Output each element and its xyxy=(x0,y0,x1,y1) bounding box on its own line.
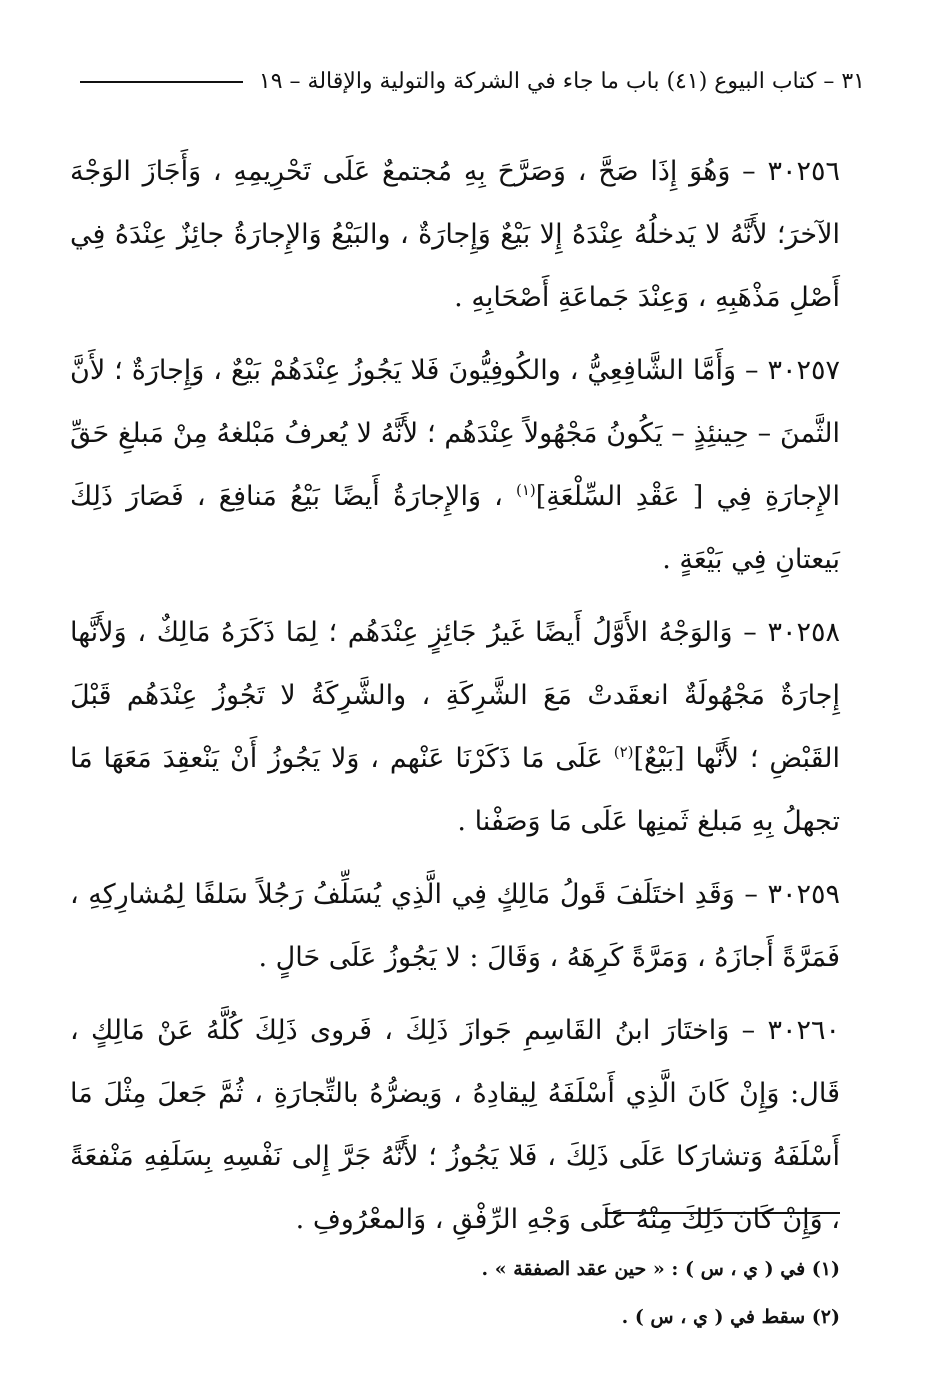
paragraph-30256: ٣٠٢٥٦ – وَهُوَ إِذَا صَحَّ ، وَصَرَّحَ بِهِ مُجتمعٌ عَلَى تَحْرِيمِهِ ، وَأَجَازَ الوَجْهَ الآخرَ؛ لأَنَّهُ لا يَدخلُهُ عِنْدَهُ إِلا بَيْعٌ وَإِجارَةٌ ، والبَيْعُ وَالإِجارَةُ جائِزٌ عِنْدَهُ فِي أَصْلِ مَذْهَبِهِ ، وَعِنْدَ جَماعَةِ أَصْحَابِهِ . xyxy=(70,156,840,313)
footnote-divider xyxy=(605,1212,840,1214)
paragraph-30257: ٣٠٢٥٧ – وَأَمَّا الشَّافِعِيُّ ، والكُوفِيُّونَ فَلا يَجُوزُ عِنْدَهُمْ بَيْعٌ ، وَإِجارَةٌ ؛ لأَنَّ الثَّمنَ – حِينئِذٍ – يَكُونُ مَجْهُولاً عِنْدَهُم ؛ لأَنَّهُ لا يُعرفُ مَبْلغهُ مِنْ مَبلغِ حَقِّ الإِجارَةِ فِي [ عَقْدِ السِّلْعَةِ]$^{(١)}$ ، وَالإِجارَةُ أَيضًا بَيْعُ مَنافِعَ ، فَصَارَ ذَلِكَ بَيعتانِ فِي بَيْعَةٍ . xyxy=(70,355,840,575)
paragraph-30260: ٣٠٢٦٠ – وَاختَارَ ابنُ القَاسِمِ جَوازَ ذَلِكَ ، فَروى ذَلِكَ كُلَّهُ عَنْ مَالِكٍ ، قَال: وَإِنْ كَانَ الَّذِي أَسْلَفَهُ لِيقادِهُ ، وَيضرُّهُ بالتِّجارَةِ ، ثُمَّ جَعلَ مِثْلَ مَا أَسْلَفَهُ وَتشارَكا عَلَى ذَلِكَ ، فَلا يَجُوزُ ؛ لأَنَّهُ جَرَّ إِلى نَفْسِهِ بِسَلَفِهِ مَنْفعَةً ، وَإِنْ كَانَ ذَلِكَ مِنْهُ عَلَى وَجْهِ الرِّفْقِ ، وَالمعْرُوفِ . xyxy=(70,1015,840,1235)
paragraph-text: وَقَدِ اختَلَفَ قَولُ مَالِكٍ فِي الَّذِي يُسَلِّفُ رَجُلاً سَلفًا لِمُشارِكِهِ ، فَمَرَّةً أَجازَهُ ، وَمَرَّةً كَرِهَهُ ، وَقَالَ : لا يَجُوزُ عَلَى حَالٍ . xyxy=(70,879,840,973)
paragraph-text-after: عَلَى مَا ذَكَرْنَا عَنْهم ، وَلا يَجُوزُ أَنْ يَنْعقِدَ مَعَهَا مَا تجهلُ بِهِ مَبلغ ثَمنِها عَلَى مَا وَصَفْنا . xyxy=(70,743,840,837)
paragraph-number: ٣٠٢٥٨ xyxy=(767,617,840,648)
paragraph-30258: ٣٠٢٥٨ – وَالوَجْهُ الأَوَّلُ أَيضًا غَيرُ جَائِزٍ عِنْدَهُم ؛ لِمَا ذَكَرَهُ مَالِكٌ ، وَلأَنَّها إِجارَةٌ مَجْهُولَةٌ انعقَدتْ مَعَ الشَّرِكَةِ ، والشَّرِكَةُ لا تَجُوزُ عِنْدَهُم قَبْلَ القَبْضِ ؛ لأَنَّها [بَيْعٌ]$^{(٢)}$ عَلَى مَا ذَكَرْنَا عَنْهم ، وَلا يَجُوزُ أَنْ يَنْعقِدَ مَعَهَا مَا تجهلُ بِهِ مَبلغ ثَمنِها عَلَى مَا وَصَفْنا . xyxy=(70,617,840,837)
header-rule xyxy=(80,81,243,83)
footnote-1: (١) في ( ي ، س ) : « حين عقد الصفقة » . xyxy=(481,1258,840,1280)
footnote-2: (٢) سقط في ( ي ، س ) . xyxy=(621,1306,840,1328)
paragraph-number: ٣٠٢٥٧ xyxy=(767,355,840,386)
paragraph-text: وَاختَارَ ابنُ القَاسِمِ جَوازَ ذَلِكَ ، فَروى ذَلِكَ كُلَّهُ عَنْ مَالِكٍ ، قَال: وَإِنْ كَانَ الَّذِي أَسْلَفَهُ لِيقادِهُ ، وَيضرُّهُ بالتِّجارَةِ ، ثُمَّ جَعلَ مِثْلَ مَا أَسْلَفَهُ وَتشارَكا عَلَى ذَلِكَ ، فَلا يَجُوزُ ؛ لأَنَّهُ جَرَّ إِلى نَفْسِهِ بِسَلَفِهِ مَنْفعَةً ، وَإِنْ كَانَ ذَلِكَ مِنْهُ عَلَى وَجْهِ الرِّفْقِ ، وَالمعْرُوفِ . xyxy=(70,1015,840,1235)
paragraph-number: ٣٠٢٥٩ xyxy=(767,879,841,910)
paragraph-text-after: ، وَالإِجارَةُ أَيضًا بَيْعُ مَنافِعَ ، فَصَارَ ذَلِكَ بَيعتانِ فِي بَيْعَةٍ . xyxy=(70,481,840,575)
paragraph-30259: ٣٠٢٥٩ – وَقَدِ اختَلَفَ قَولُ مَالِكٍ فِي الَّذِي يُسَلِّفُ رَجُلاً سَلفًا لِمُشارِكِهِ ، فَمَرَّةً أَجازَهُ ، وَمَرَّةً كَرِهَهُ ، وَقَالَ : لا يَجُوزُ عَلَى حَالٍ . xyxy=(70,879,841,973)
header-title: ٣١ – كتاب البيوع (٤١) باب ما جاء في الشركة والتولية والإقالة – ١٩ xyxy=(258,69,865,94)
footnotes xyxy=(70,1245,840,1341)
paragraph-number: ٣٠٢٦٠ xyxy=(767,1015,840,1046)
footnote-ref-2: (٢) xyxy=(613,743,634,761)
paragraph-text-before: وَالوَجْهُ الأَوَّلُ أَيضًا غَيرُ جَائِزٍ عِنْدَهُم ؛ لِمَا ذَكَرَهُ مَالِكٌ ، وَلأَنَّها إِجارَةٌ مَجْهُولَةٌ انعقَدتْ مَعَ الشَّرِكَةِ ، والشَّرِكَةُ لا تَجُوزُ عِنْدَهُم قَبْلَ القَبْضِ ؛ لأَنَّها [بَيْعٌ] xyxy=(70,617,840,774)
paragraph-number: ٣٠٢٥٦ xyxy=(767,156,840,187)
paragraph-text: وَهُوَ إِذَا صَحَّ ، وَصَرَّحَ بِهِ مُجتمعٌ عَلَى تَحْرِيمِهِ ، وَأَجَازَ الوَجْهَ الآخرَ؛ لأَنَّهُ لا يَدخلُهُ عِنْدَهُ إِلا بَيْعٌ وَإِجارَةٌ ، والبَيْعُ وَالإِجارَةُ جائِزٌ عِنْدَهُ فِي أَصْلِ مَذْهَبِهِ ، وَعِنْدَ جَماعَةِ أَصْحَابِهِ . xyxy=(70,156,840,313)
running-header xyxy=(80,62,865,102)
footnote-ref-1: (١) xyxy=(515,481,536,499)
main-text xyxy=(70,140,840,1261)
paragraph-text-before: وَأَمَّا الشَّافِعِيُّ ، والكُوفِيُّونَ فَلا يَجُوزُ عِنْدَهُمْ بَيْعٌ ، وَإِجارَةٌ ؛ لأَنَّ الثَّمنَ – حِينئِذٍ – يَكُونُ مَجْهُولاً عِنْدَهُم ؛ لأَنَّهُ لا يُعرفُ مَبْلغهُ مِنْ مَبلغِ حَقِّ الإِجارَةِ فِي [ عَقْدِ السِّلْعَةِ] xyxy=(70,355,840,512)
